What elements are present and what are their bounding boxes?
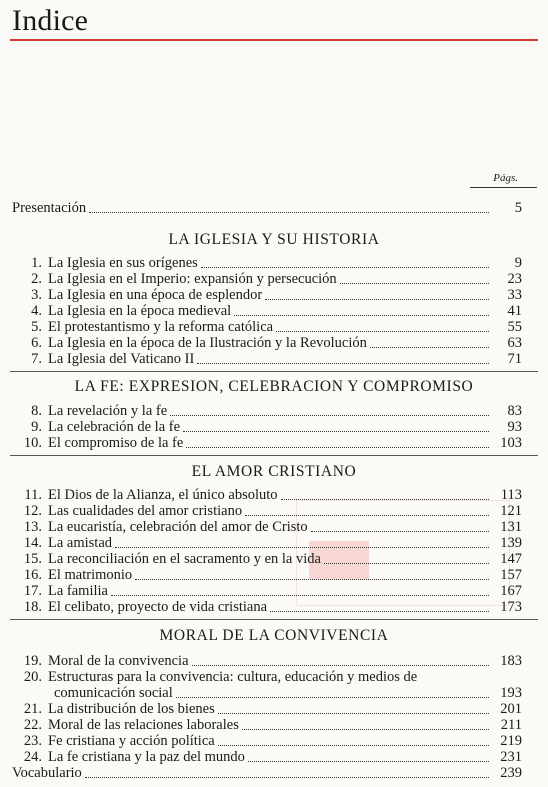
toc-entry[interactable] xyxy=(12,350,522,368)
entry-title: La Iglesia en sus orígenes xyxy=(48,255,198,271)
entry-title: La eucaristía, celebración del amor de Cristo xyxy=(48,519,308,535)
entry-page: 183 xyxy=(500,653,522,669)
leader-dots xyxy=(197,363,489,364)
entry-number: 18. xyxy=(23,599,42,615)
entry-page: 201 xyxy=(500,701,522,717)
entry-number: 2. xyxy=(31,271,42,287)
leader-dots xyxy=(201,267,489,268)
entry-page: 139 xyxy=(500,535,522,551)
entry-number: 8. xyxy=(31,403,42,419)
leader-dots xyxy=(218,745,489,746)
entry-title: La Iglesia del Vaticano II xyxy=(48,351,195,367)
entry-title: El celibato, proyecto de vida cristiana xyxy=(48,599,268,615)
toc-entry-vocabulario[interactable] xyxy=(12,764,522,782)
leader-dots xyxy=(370,347,489,348)
entry-page: 63 xyxy=(507,335,522,351)
entry-title: La Iglesia en el Imperio: expansión y persecución xyxy=(48,271,337,287)
entry-page: 55 xyxy=(507,319,522,335)
entry-title: Fe cristiana y acción política xyxy=(48,733,215,749)
pages-column-rule xyxy=(470,187,537,188)
toc-entry-presentacion[interactable] xyxy=(12,199,522,217)
entry-page: 239 xyxy=(500,765,522,781)
leader-dots xyxy=(324,563,489,564)
entry-number: 7. xyxy=(31,351,42,367)
entry-title: El Dios de la Alianza, el único absoluto xyxy=(48,487,278,503)
entry-number: 9. xyxy=(31,419,42,435)
leader-dots xyxy=(245,515,489,516)
entry-title: La amistad xyxy=(48,535,113,551)
entry-page: 103 xyxy=(500,435,522,451)
entry-page: 147 xyxy=(500,551,522,567)
entry-page: 121 xyxy=(500,503,522,519)
leader-dots xyxy=(115,547,489,548)
entry-title: La distribución de los bienes xyxy=(48,701,215,717)
leader-dots xyxy=(135,579,489,580)
entry-number: 11. xyxy=(24,487,42,503)
entry-number: 17. xyxy=(23,583,42,599)
entry-page: 211 xyxy=(500,717,522,733)
entry-title: Vocabulario xyxy=(12,765,82,781)
leader-dots xyxy=(276,331,489,332)
section-heading: LA FE: EXPRESION, CELEBRACION Y COMPROMISO xyxy=(74,378,474,395)
entry-title: Las cualidades del amor cristiano xyxy=(48,503,243,519)
leader-dots xyxy=(265,299,489,300)
entry-number: 20. xyxy=(23,669,42,685)
entry-title: La reconciliación en el sacramento y en la vida xyxy=(48,551,321,567)
leader-dots xyxy=(183,431,489,432)
section-heading: LA IGLESIA Y SU HISTORIA xyxy=(168,231,380,248)
entry-number: 3. xyxy=(31,287,42,303)
entry-page: 157 xyxy=(500,567,522,583)
entry-page: 167 xyxy=(500,583,522,599)
entry-page: 33 xyxy=(507,287,522,303)
entry-page: 23 xyxy=(507,271,522,287)
leader-dots xyxy=(340,283,489,284)
title-underline xyxy=(10,39,538,41)
leader-dots xyxy=(248,761,489,762)
section-divider xyxy=(10,619,538,620)
leader-dots xyxy=(311,531,489,532)
entry-title: La celebración de la fe xyxy=(48,419,181,435)
entry-title-continued: comunicación social xyxy=(54,685,173,701)
entry-number: 4. xyxy=(31,303,42,319)
entry-number: 10. xyxy=(23,435,42,451)
toc-entry[interactable] xyxy=(12,598,522,616)
entry-number: 14. xyxy=(23,535,42,551)
leader-dots xyxy=(176,697,489,698)
entry-number: 21. xyxy=(23,701,42,717)
entry-title: La Iglesia en la época medieval xyxy=(48,303,232,319)
leader-dots xyxy=(85,777,489,778)
entry-page: 71 xyxy=(507,351,522,367)
pages-column-label: Págs. xyxy=(493,172,518,184)
section-divider xyxy=(10,371,538,372)
entry-page: 219 xyxy=(500,733,522,749)
page-title: Indice xyxy=(12,4,89,37)
entry-number: 5. xyxy=(31,319,42,335)
toc-entry[interactable] xyxy=(12,434,522,452)
entry-page: 83 xyxy=(507,403,522,419)
entry-number: 13. xyxy=(23,519,42,535)
entry-number: 12. xyxy=(23,503,42,519)
entry-number: 23. xyxy=(23,733,42,749)
entry-title: El matrimonio xyxy=(48,567,133,583)
entry-page: 131 xyxy=(500,519,522,535)
entry-page: 113 xyxy=(500,487,522,503)
entry-title: La Iglesia en una época de esplendor xyxy=(48,287,263,303)
leader-dots xyxy=(270,611,489,612)
entry-title: El compromiso de la fe xyxy=(48,435,184,451)
entry-page: 5 xyxy=(514,200,522,216)
leader-dots xyxy=(242,729,489,730)
entry-number: 1. xyxy=(31,255,42,271)
section-heading: EL AMOR CRISTIANO xyxy=(191,463,357,480)
entry-page: 173 xyxy=(500,599,522,615)
section-divider xyxy=(10,455,538,456)
entry-title: Estructuras para la convivencia: cultura, educación y medios de xyxy=(48,669,418,685)
leader-dots xyxy=(218,713,489,714)
entry-number: 19. xyxy=(23,653,42,669)
leader-dots xyxy=(111,595,489,596)
leader-dots xyxy=(186,447,489,448)
entry-title: Moral de la convivencia xyxy=(48,653,189,669)
entry-number: 24. xyxy=(23,749,42,765)
entry-number: 16. xyxy=(23,567,42,583)
entry-title: La revelación y la fe xyxy=(48,403,168,419)
entry-title: La fe cristiana y la paz del mundo xyxy=(48,749,245,765)
leader-dots xyxy=(192,665,489,666)
entry-title: Presentación xyxy=(12,200,87,216)
entry-number: 22. xyxy=(23,717,42,733)
section-heading: MORAL DE LA CONVIVENCIA xyxy=(159,627,389,644)
entry-number: 6. xyxy=(31,335,42,351)
entry-title: La familia xyxy=(48,583,108,599)
entry-title: Moral de las relaciones laborales xyxy=(48,717,239,733)
entry-page: 231 xyxy=(500,749,522,765)
entry-page: 41 xyxy=(507,303,522,319)
leader-dots xyxy=(89,212,489,213)
leader-dots xyxy=(234,315,489,316)
entry-page: 9 xyxy=(514,255,522,271)
entry-page: 93 xyxy=(507,419,522,435)
entry-title: La Iglesia en la época de la Ilustración y la Revolución xyxy=(48,335,367,351)
entry-number: 15. xyxy=(23,551,42,567)
leader-dots xyxy=(281,499,489,500)
entry-page: 193 xyxy=(500,685,522,701)
leader-dots xyxy=(170,415,489,416)
entry-title: El protestantismo y la reforma católica xyxy=(48,319,274,335)
